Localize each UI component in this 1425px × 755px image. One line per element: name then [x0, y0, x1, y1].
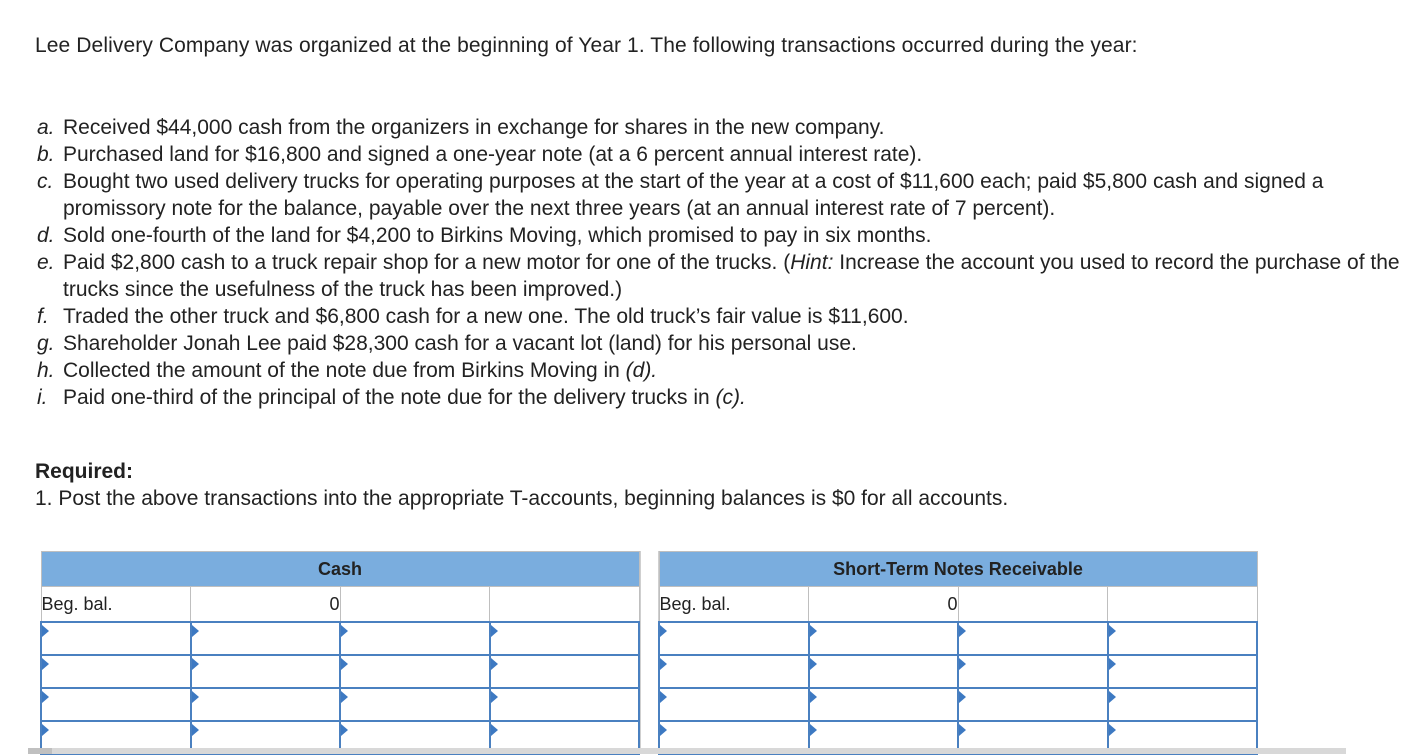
transaction-c [37, 168, 1417, 222]
beg-bal-value: 0 [809, 587, 958, 623]
transaction-text: Collected the amount of the note due from Birkins Moving in [63, 359, 626, 382]
transaction-text: Sold one-fourth of the land for $4,200 to Birkins Moving, which promised to pay in six months. [63, 224, 932, 247]
credit-amount-input[interactable] [1108, 655, 1257, 688]
transaction-text: Paid one-third of the principal of the note due for the delivery trucks in [63, 386, 716, 409]
debit-desc-input[interactable] [41, 655, 191, 688]
credit-amount-input[interactable] [1108, 688, 1257, 721]
debit-desc-input[interactable] [41, 688, 191, 721]
credit-desc-input[interactable] [958, 688, 1107, 721]
transaction-text-cont: Increase the account you used to record the purchase of the trucks since the usefulness of the truck has been improved.) [63, 251, 1400, 301]
transaction-letter: h. [37, 359, 55, 382]
account-title: Short-Term Notes Receivable [659, 552, 1257, 587]
transaction-a [37, 114, 1417, 141]
problem-intro: Lee Delivery Company was organized at the beginning of Year 1. The following transactions occurred during the year: [35, 34, 1138, 57]
t-account-cash [40, 551, 640, 755]
transaction-letter: b. [37, 143, 55, 166]
debit-amount-input[interactable] [191, 622, 340, 655]
debit-amount-input[interactable] [191, 688, 340, 721]
transaction-text: Purchased land for $16,800 and signed a one-year note (at a 6 percent annual interest rate). [63, 143, 923, 166]
blank-cell [490, 587, 639, 623]
transaction-text: Bought two used delivery trucks for operating purposes at the start of the year at a cost of $11,600 each; paid $5,800 cash and signed a promissory note for the balance, payable over the next three years (at an annual interest rate of 7 percent). [63, 170, 1324, 220]
beg-bal-value: 0 [191, 587, 340, 623]
transaction-text: Paid $2,800 cash to a truck repair shop for a new motor for one of the trucks. ( [63, 251, 791, 274]
debit-amount-input[interactable] [809, 655, 958, 688]
debit-amount-input[interactable] [809, 622, 958, 655]
t-account-short-term-notes-receivable [658, 551, 1258, 755]
hint-label: Hint: [790, 251, 834, 274]
transaction-letter: g. [37, 332, 55, 355]
blank-cell [340, 587, 489, 623]
blank-cell [1108, 587, 1257, 623]
debit-amount-input[interactable] [809, 688, 958, 721]
blank-cell [958, 587, 1107, 623]
debit-desc-input[interactable] [659, 655, 809, 688]
transaction-b [37, 141, 1417, 168]
transaction-ref: (c). [715, 386, 746, 409]
debit-desc-input[interactable] [41, 622, 191, 655]
beg-bal-label: Beg. bal. [659, 587, 809, 623]
transaction-ref: (d). [625, 359, 658, 382]
transaction-d [37, 222, 1417, 249]
credit-amount-input[interactable] [1108, 622, 1257, 655]
credit-desc-input[interactable] [340, 655, 489, 688]
required-heading: Required: [35, 460, 134, 483]
transaction-text: Shareholder Jonah Lee paid $28,300 cash for a vacant lot (land) for his personal use. [63, 332, 857, 355]
credit-desc-input[interactable] [958, 655, 1107, 688]
credit-desc-input[interactable] [958, 622, 1107, 655]
debit-amount-input[interactable] [191, 655, 340, 688]
transaction-letter: i. [37, 386, 48, 409]
transaction-text: Traded the other truck and $6,800 cash for a new one. The old truck’s fair value is $11,600. [63, 305, 909, 328]
transaction-list [37, 114, 1417, 411]
transaction-f [37, 303, 1417, 330]
credit-desc-input[interactable] [340, 622, 489, 655]
debit-desc-input[interactable] [659, 622, 809, 655]
beg-bal-label: Beg. bal. [41, 587, 191, 623]
transaction-text: Received $44,000 cash from the organizers in exchange for shares in the new company. [63, 116, 885, 139]
scrollbar-thumb[interactable] [28, 748, 52, 754]
debit-desc-input[interactable] [659, 688, 809, 721]
required-instruction: 1. Post the above transactions into the appropriate T-accounts, beginning balances is $0 for all accounts. [35, 487, 1009, 510]
account-title: Cash [41, 552, 639, 587]
credit-desc-input[interactable] [340, 688, 489, 721]
table-divider [640, 551, 659, 754]
transaction-g [37, 330, 1417, 357]
horizontal-scrollbar[interactable] [28, 748, 1346, 754]
transaction-h [37, 357, 1417, 384]
transaction-letter: c. [37, 170, 54, 193]
transaction-i [37, 384, 1417, 411]
transaction-letter: e. [37, 251, 55, 274]
transaction-e [37, 249, 1417, 303]
transaction-letter: d. [37, 224, 55, 247]
transaction-letter: f. [37, 305, 49, 328]
credit-amount-input[interactable] [490, 688, 639, 721]
credit-amount-input[interactable] [490, 622, 639, 655]
transaction-letter: a. [37, 116, 55, 139]
credit-amount-input[interactable] [490, 655, 639, 688]
